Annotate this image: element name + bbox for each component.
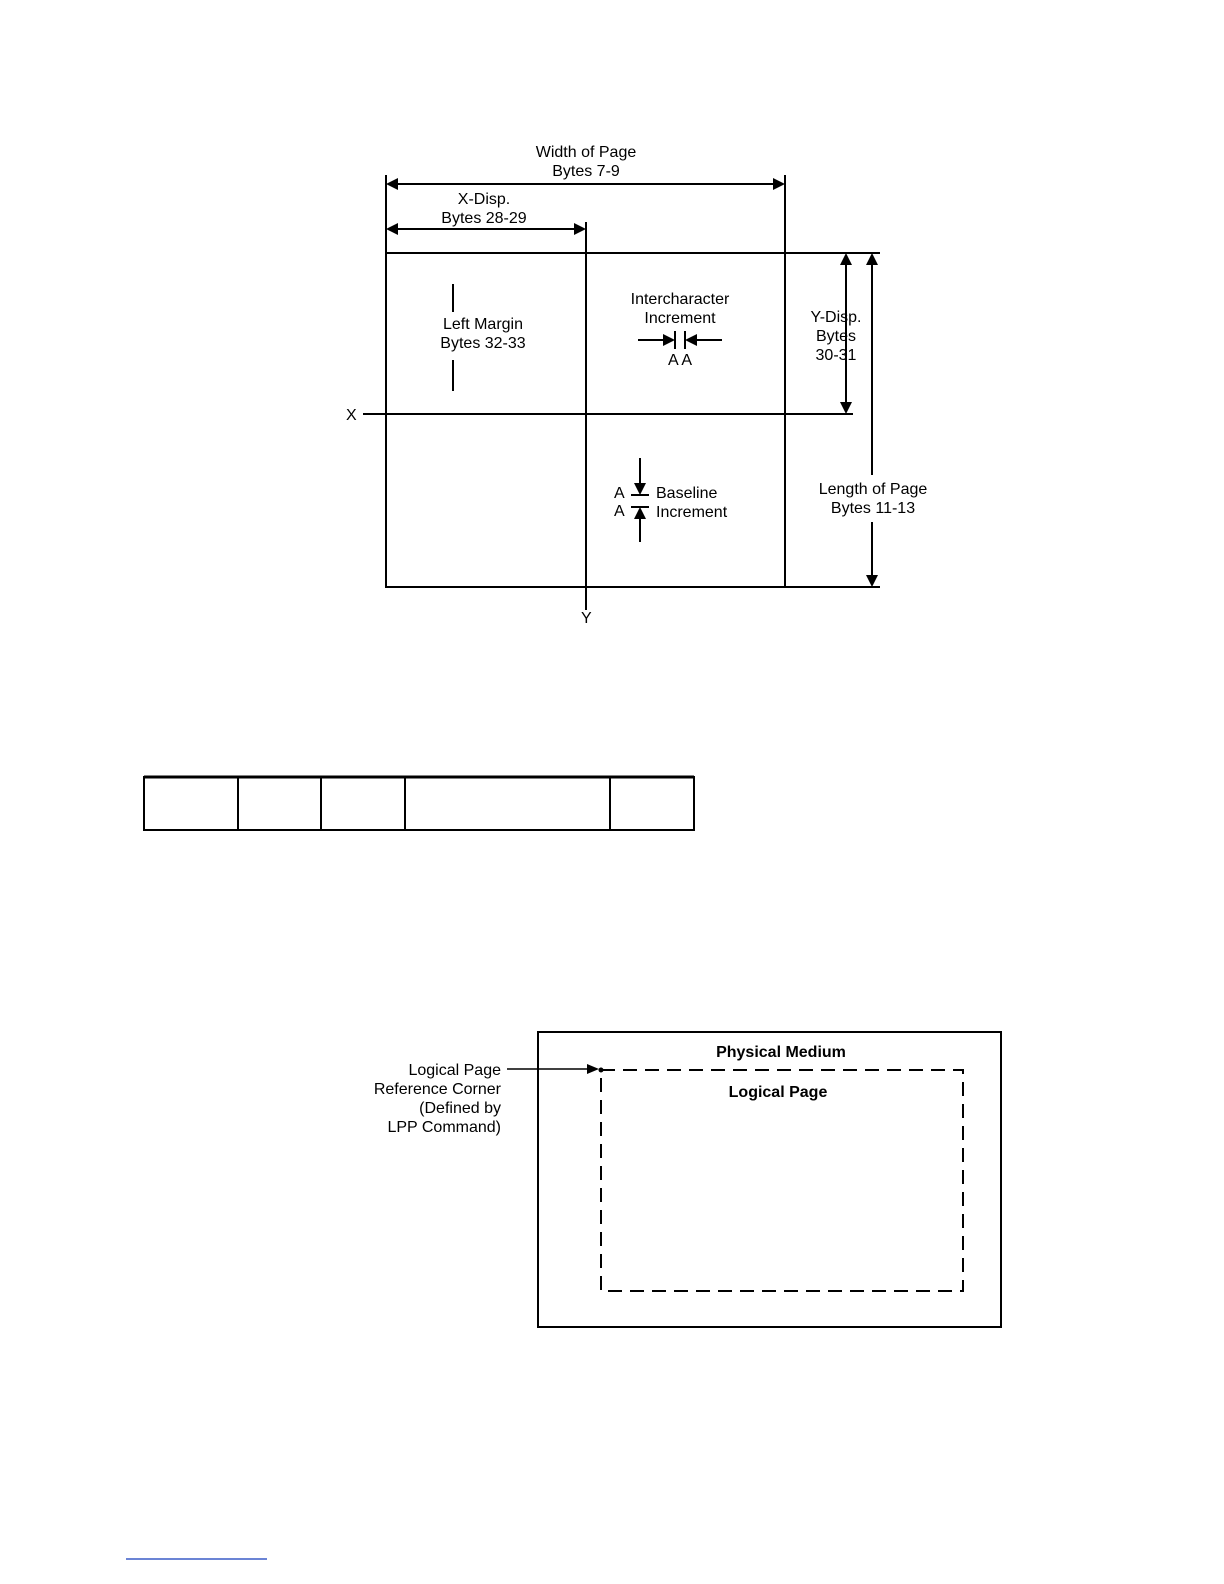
baseline-label-2: Increment <box>656 504 728 521</box>
arrowhead-right-icon <box>574 223 586 235</box>
x-disp-label: X-Disp. <box>457 191 511 208</box>
x-disp-dimension <box>386 191 586 235</box>
reference-corner-label-3: (Defined by <box>419 1100 501 1117</box>
reference-corner-dot <box>599 1068 604 1073</box>
length-of-page-dimension <box>785 253 927 587</box>
arrowhead-right-icon <box>587 1064 599 1074</box>
y-disp-dimension <box>785 253 880 414</box>
arrowhead-left-icon <box>386 178 398 190</box>
arrowhead-up-icon <box>866 253 878 265</box>
length-of-page-label: Length of Page <box>818 481 928 498</box>
arrowhead-up-icon <box>840 253 852 265</box>
y-disp-label: Y-Disp. <box>810 309 862 326</box>
length-of-page-bytes: Bytes 11-13 <box>830 500 916 517</box>
baseline-a-bottom: A <box>614 503 625 520</box>
page-layout-diagram <box>346 144 927 627</box>
arrowhead-up-icon <box>634 507 646 519</box>
arrowhead-right-icon <box>773 178 785 190</box>
baseline-a-top: A <box>614 485 625 502</box>
reference-corner-label-2: Reference Corner <box>373 1081 501 1098</box>
arrowhead-down-icon <box>840 402 852 414</box>
arrowhead-left-icon <box>685 334 697 346</box>
physical-medium-box <box>538 1032 1001 1327</box>
y-disp-range: 30-31 <box>815 347 857 364</box>
arrowhead-down-icon <box>866 575 878 587</box>
reference-corner-label-4: LPP Command) <box>387 1119 501 1136</box>
intercharacter-label: Intercharacter <box>630 291 730 308</box>
intercharacter-increment <box>631 291 730 369</box>
arrowhead-right-icon <box>663 334 675 346</box>
arrowhead-down-icon <box>634 483 646 495</box>
empty-field-table <box>144 777 694 830</box>
intercharacter-label-2: Increment <box>644 310 716 327</box>
table-outline <box>144 777 694 830</box>
left-margin-marker <box>440 284 525 391</box>
x-axis-label: X <box>346 407 357 424</box>
x-disp-bytes: Bytes 28-29 <box>441 210 527 227</box>
reference-corner-label: Logical Page <box>408 1062 501 1079</box>
y-disp-bytes: Bytes <box>815 328 857 345</box>
y-axis-label: Y <box>581 610 592 627</box>
left-margin-bytes: Bytes 32-33 <box>440 335 526 352</box>
baseline-label: Baseline <box>656 485 718 502</box>
logical-page-label: Logical Page <box>728 1084 828 1101</box>
arrowhead-left-icon <box>386 223 398 235</box>
left-margin-label: Left Margin <box>442 316 524 333</box>
width-of-page-bytes: Bytes 7-9 <box>552 163 620 180</box>
physical-medium-label: Physical Medium <box>716 1044 846 1061</box>
logical-page-diagram <box>374 1032 1001 1327</box>
width-of-page-label: Width of Page <box>535 144 637 161</box>
baseline-increment <box>614 458 728 542</box>
logical-page-box <box>601 1070 963 1291</box>
intercharacter-aa: A A <box>667 352 693 369</box>
